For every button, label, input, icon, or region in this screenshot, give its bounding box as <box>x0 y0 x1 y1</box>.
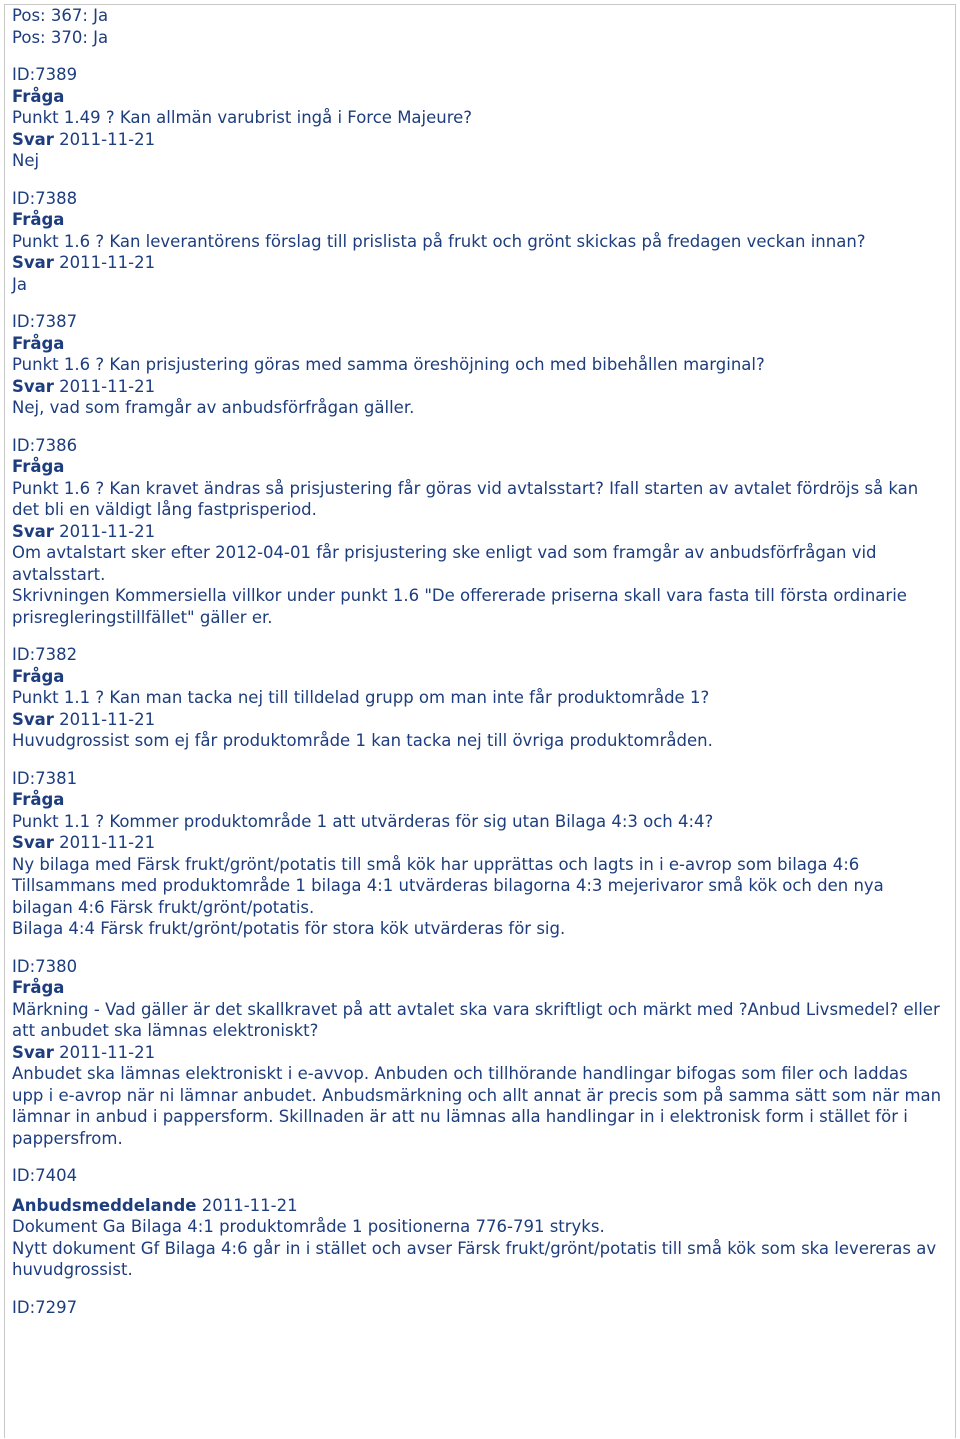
question-label: Fråga <box>12 457 65 476</box>
answer-date: 2011-11-21 <box>59 253 156 272</box>
qa-entry <box>12 188 942 296</box>
answer-text: Anbudet ska lämnas elektroniskt i e-avvop. Anbuden och tillhörande handlingar bifogas som filer och laddas upp i e-avrop när ni lämnar anbudet. Anbudsmärkning och allt annat är precis som på samma sätt som när man lämnar in anbud i pappersform. Skillnaden är att nu lämnas alla handlingar in i elektronisk form i stället för i pappersfrom. <box>12 1064 942 1148</box>
question-label: Fråga <box>12 210 65 229</box>
question-text: Punkt 1.1 ? Kan man tacka nej till tilldelad grupp om man inte får produktområde 1? <box>12 688 710 707</box>
entry-id: ID:7388 <box>12 188 78 208</box>
announcement-entry <box>12 1165 942 1281</box>
question-label: Fråga <box>12 666 65 686</box>
answer-text: Nej, vad som framgår av anbudsförfrågan gäller. <box>12 398 415 417</box>
question-label: Fråga <box>12 978 65 997</box>
answer-text: Ja <box>12 274 27 294</box>
entry-id: ID:7387 <box>12 312 78 331</box>
announcement-text: Dokument Ga Bilaga 4:1 produktområde 1 positionerna 776-791 stryks. <box>12 1217 605 1236</box>
qa-entry <box>12 956 942 1150</box>
question-label: Fråga <box>12 790 65 809</box>
entry-id: ID:7380 <box>12 956 78 976</box>
announcement-label: Anbudsmeddelande <box>12 1195 197 1215</box>
question-text: Punkt 1.49 ? Kan allmän varubrist ingå i Force Majeure? <box>12 108 473 127</box>
entry-id: ID:7381 <box>12 768 78 788</box>
qa-entry <box>12 311 942 419</box>
answer-text: Om avtalstart sker efter 2012-04-01 får prisjustering ske enligt vad som framgår av anbudsförfrågan vid avtalsstart. <box>12 543 877 584</box>
announcement-text: Nytt dokument Gf Bilaga 4:6 går in i stället och avser Färsk frukt/grönt/potatis till små kök som ska levereras av huvudgrossist. <box>12 1238 937 1279</box>
answer-date: 2011-11-21 <box>59 1042 156 1062</box>
qa-entry <box>12 435 942 629</box>
pos-line: Pos: 367: Ja <box>12 6 109 25</box>
answer-date: 2011-11-21 <box>59 129 156 149</box>
answer-text: Tillsammans med produktområde 1 bilaga 4:1 utvärderas bilagorna 4:3 mejerivaror små kök och den nya bilagan 4:6 Färsk frukt/grönt/potatis. <box>12 876 884 917</box>
qa-document <box>12 5 942 1318</box>
answer-date: 2011-11-21 <box>59 521 156 541</box>
answer-date: 2011-11-21 <box>59 833 156 852</box>
qa-entry <box>12 644 942 752</box>
entry-id: ID:7297 <box>12 1297 78 1317</box>
entry-id: ID:7382 <box>12 645 78 664</box>
answer-label: Svar <box>12 709 54 729</box>
answer-label: Svar <box>12 1042 54 1062</box>
question-text: Punkt 1.6 ? Kan prisjustering göras med samma öreshöjning och med bibehållen marginal? <box>12 355 765 374</box>
entry-id: ID:7389 <box>12 65 78 84</box>
answer-date: 2011-11-21 <box>59 709 156 729</box>
qa-entry <box>12 64 942 172</box>
question-text: Punkt 1.1 ? Kommer produktområde 1 att utvärderas för sig utan Bilaga 4:3 och 4:4? <box>12 811 714 831</box>
answer-text: Ny bilaga med Färsk frukt/grönt/potatis till små kök har upprättas och lagts in i e-avrop som bilaga 4:6 <box>12 854 860 874</box>
entry-id: ID:7404 <box>12 1166 78 1185</box>
answer-text: Bilaga 4:4 Färsk frukt/grönt/potatis för stora kök utvärderas för sig. <box>12 919 566 938</box>
question-label: Fråga <box>12 86 65 106</box>
question-label: Fråga <box>12 333 65 353</box>
question-text: Punkt 1.6 ? Kan kravet ändras så prisjustering får göras vid avtalsstart? Ifall starten av avtalet fördröjs så kan det bli en väldigt lång fastprisperiod. <box>12 478 919 519</box>
answer-date: 2011-11-21 <box>59 376 156 396</box>
answer-text: Nej <box>12 151 40 170</box>
answer-label: Svar <box>12 833 54 852</box>
answer-label: Svar <box>12 376 54 396</box>
answer-label: Svar <box>12 521 54 541</box>
question-text: Märkning - Vad gäller är det skallkravet på att avtalet ska vara skriftligt och märkt med ?Anbud Livsmedel? eller att anbudet ska lämnas elektroniskt? <box>12 999 940 1040</box>
question-text: Punkt 1.6 ? Kan leverantörens förslag till prislista på frukt och grönt skickas på fredagen veckan innan? <box>12 231 866 251</box>
announcement-date: 2011-11-21 <box>201 1195 298 1215</box>
answer-label: Svar <box>12 129 54 149</box>
answer-label: Svar <box>12 253 54 272</box>
pos-line: Pos: 370: Ja <box>12 27 109 47</box>
answer-text: Skrivningen Kommersiella villkor under punkt 1.6 "De offererade priserna skall vara fasta till första ordinarie prisregleringstillfället" gäller er. <box>12 586 907 627</box>
qa-entry <box>12 768 942 940</box>
answer-text: Huvudgrossist som ej får produktområde 1 kan tacka nej till övriga produktområden. <box>12 731 713 750</box>
entry-id: ID:7386 <box>12 435 78 455</box>
